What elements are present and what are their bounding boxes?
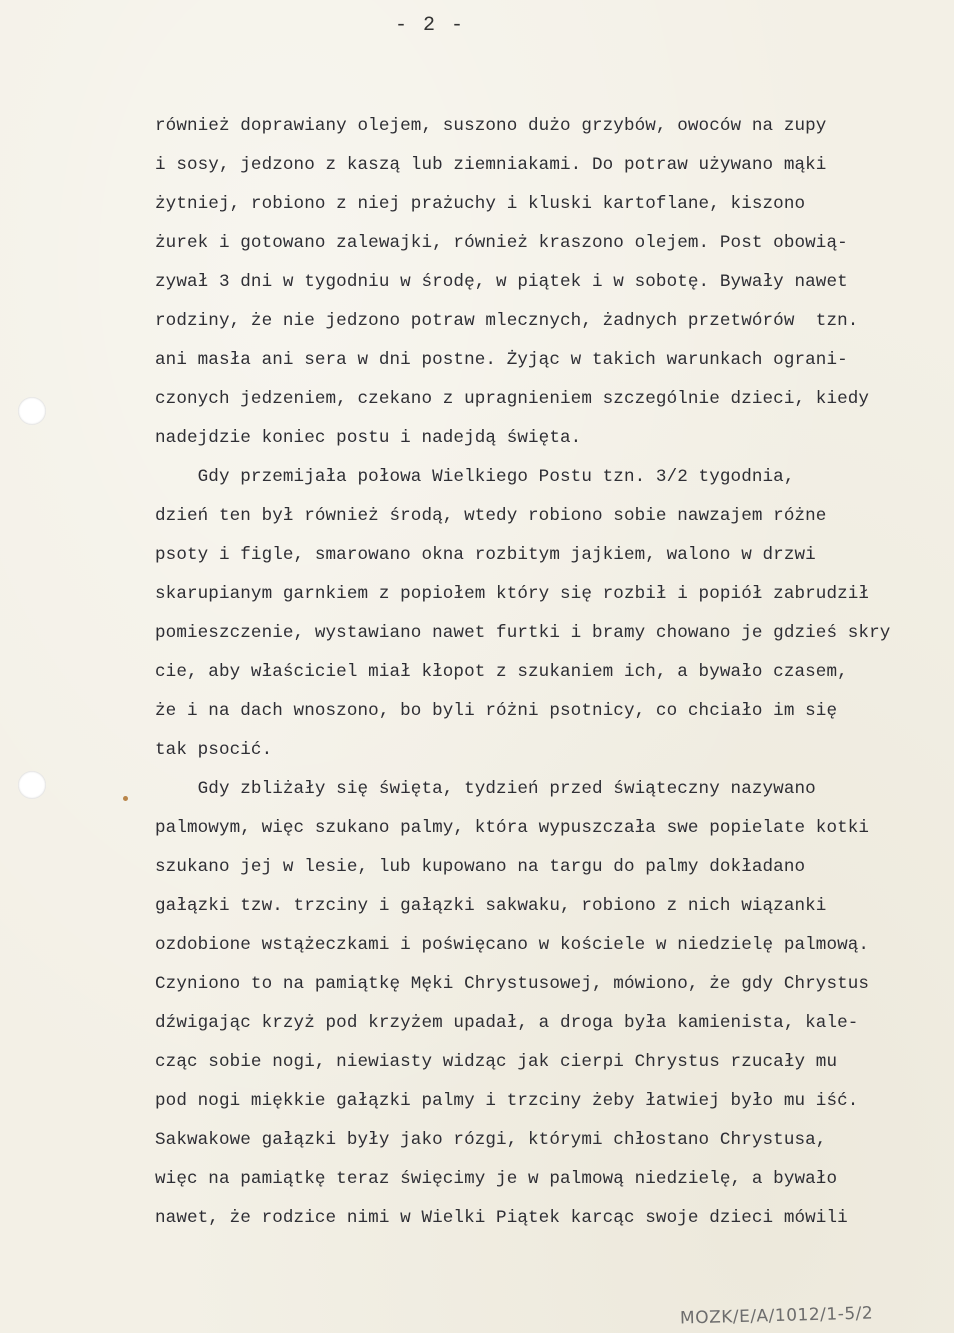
text-line: że i na dach wnoszono, bo byli różni psotnicy, co chciało im się xyxy=(155,701,838,721)
text-line: skarupianym garnkiem z popiołem który się rozbił i popiół zabrudził xyxy=(155,584,870,604)
text-line: nadejdzie koniec postu i nadejdą święta. xyxy=(155,428,582,448)
text-line: i sosy, jedzono z kaszą lub ziemniakami. Do potraw używano mąki xyxy=(155,155,827,175)
text-line: palmowym, więc szukano palmy, która wypuszczała swe popielate kotki xyxy=(155,818,870,838)
punch-hole-upper xyxy=(18,397,46,425)
text-line: Czyniono to na pamiątkę Męki Chrystusowej, mówiono, że gdy Chrystus xyxy=(155,974,870,994)
text-line: tak psocić. xyxy=(155,740,273,760)
text-line: dzień ten był również środą, wtedy robiono sobie nawzajem różne xyxy=(155,506,827,526)
text-line: rodziny, że nie jedzono potraw mlecznych, żadnych przetwórów tzn. xyxy=(155,311,859,331)
punch-hole-lower xyxy=(18,771,46,799)
typewritten-text xyxy=(155,112,945,1243)
text-line: dźwigając krzyż pod krzyżem upadał, a droga była kamienista, kale- xyxy=(155,1013,859,1033)
text-line: nawet, że rodzice nimi w Wielki Piątek karcąc swoje dzieci mówili xyxy=(155,1208,848,1228)
text-line: żytniej, robiono z niej prażuchy i kluski kartoflane, kiszono xyxy=(155,194,806,214)
text-line: cie, aby właściciel miał kłopot z szukaniem ich, a bywało czasem, xyxy=(155,662,848,682)
text-line: Gdy przemijała połowa Wielkiego Postu tzn. 3/2 tygodnia, xyxy=(155,467,795,487)
text-line: Sakwakowe gałązki były jako rózgi, którymi chłostano Chrystusa, xyxy=(155,1130,827,1150)
text-line: ani masła ani sera w dni postne. Żyjąc w takich warunkach ograni- xyxy=(155,350,848,370)
text-line: szukano jej w lesie, lub kupowano na targu do palmy dokładano xyxy=(155,857,806,877)
text-line: ozdobione wstążeczkami i poświęcano w kościele w niedzielę palmową. xyxy=(155,935,870,955)
text-line: psoty i figle, smarowano okna rozbitym jajkiem, walono w drzwi xyxy=(155,545,816,565)
page-number: - 2 - xyxy=(394,14,465,37)
text-line: żurek i gotowano zalewajki, również kraszono olejem. Post obowią- xyxy=(155,233,848,253)
text-line: pomieszczenie, wystawiano nawet furtki i bramy chowano je gdzieś skry xyxy=(155,623,891,643)
text-line: więc na pamiątkę teraz święcimy je w palmową niedzielę, a bywało xyxy=(155,1169,838,1189)
text-line: zywał 3 dni w tygodniu w środę, w piątek i w sobotę. Bywały nawet xyxy=(155,272,848,292)
text-line: Gdy zbliżały się święta, tydzień przed świąteczny nazywano xyxy=(155,779,816,799)
text-line: gałązki tzw. trzciny i gałązki sakwaku, robiono z nich wiązanki xyxy=(155,896,827,916)
paper-speck xyxy=(123,796,128,801)
text-line: pod nogi miękkie gałązki palmy i trzciny żeby łatwiej było mu iść. xyxy=(155,1091,859,1111)
text-line: również doprawiany olejem, suszono dużo grzybów, owoców na zupy xyxy=(155,116,827,136)
archive-signature: MOZK/E/A/1012/1-5/2 xyxy=(679,1303,874,1329)
text-line: cząc sobie nogi, niewiasty widząc jak cierpi Chrystus rzucały mu xyxy=(155,1052,838,1072)
text-line: czonych jedzeniem, czekano z upragnieniem szczególnie dzieci, kiedy xyxy=(155,389,870,409)
